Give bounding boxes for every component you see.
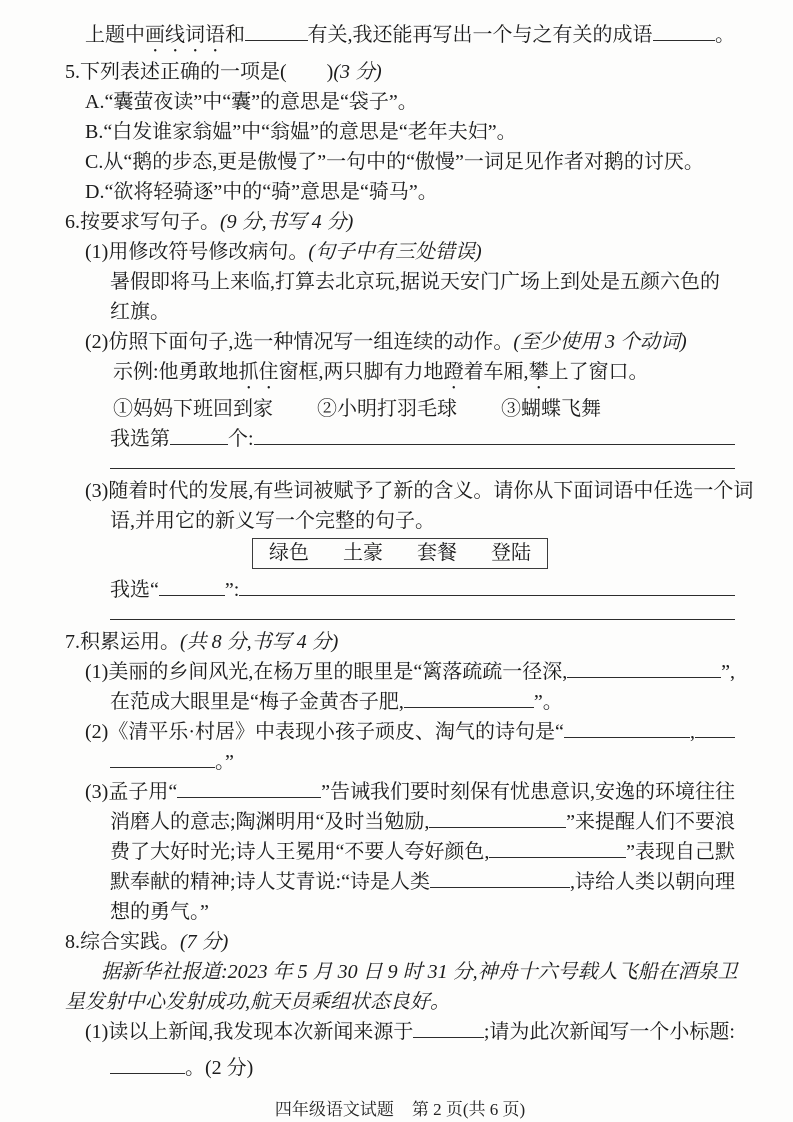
label-text: (3)随着时代的发展,有些词被赋予了新的含义。请你从下面词语中任选一个词 — [85, 480, 754, 502]
q5-option-c — [85, 147, 735, 177]
q7-part2-line1 — [85, 717, 735, 747]
choice-2: ②小明打羽毛球 — [317, 398, 457, 420]
example-end: 上了窗口。 — [548, 361, 649, 383]
word-box — [252, 538, 548, 569]
footer-paper-title: 四年级语文试题 — [274, 1100, 394, 1119]
q7-part2-line2-end: 。” — [215, 751, 234, 773]
word-option-2: 土豪 — [343, 542, 383, 564]
q6-score: (9 分,书写 4 分) — [220, 211, 354, 233]
q8-stem-text: 8.综合实践。 — [65, 931, 180, 953]
news-text: 据新华社报道:2023 年 5 月 30 日 9 时 31 分,神舟十六号载人飞船在酒泉卫 — [101, 961, 738, 983]
answer-blank — [567, 657, 721, 678]
q4-emphasized-words: 画线词语 — [145, 24, 225, 46]
q7-part1-line2 — [110, 687, 735, 717]
q7-part3-line1 — [85, 777, 735, 807]
example-verb-2: 蹬 — [443, 361, 464, 383]
q6-part1-sentence-line2 — [110, 297, 735, 327]
answer-blank — [159, 575, 225, 596]
option-b-text: B.“白发谁家翁媪”中“翁媪”的意思是“老年夫妇”。 — [85, 121, 517, 143]
answer-blank — [404, 687, 534, 708]
q5-stem-text: 5.下列表述正确的一项是( ) — [65, 61, 334, 83]
q6-part3-label-line1 — [85, 476, 754, 506]
answer-blank — [177, 777, 321, 798]
q7-part1-line1 — [85, 657, 735, 687]
q5-score: (3 分) — [333, 61, 382, 83]
q7-part3-line4 — [110, 867, 735, 897]
option-a-text: A.“囊萤夜读”中“囊”的意思是“袋子”。 — [85, 91, 418, 113]
q6-part2-choices — [113, 394, 735, 424]
q7-part1-line1-pre: (1)美丽的乡间风光,在杨万里的眼里是“篱落疏疏一径深, — [85, 661, 568, 683]
example-verb-1: 抓住 — [238, 361, 279, 383]
q6-part2-label — [85, 327, 735, 357]
q7-part3-line4-pre: 默奉献的精神;诗人艾青说:“诗是人类 — [110, 871, 430, 893]
question-4-tail-line — [85, 20, 735, 57]
q7-part1-line2-pre: 在范成大眼里是“梅子金黄杏子肥, — [110, 691, 404, 713]
q4-tail-after: 有关,我还能再写出一个与之有关的成语 — [307, 24, 653, 46]
q7-part3-line2-pre: 消磨人的意志;陶渊明用“及时当勉励, — [110, 811, 430, 833]
q7-part1-line2-end: ”。 — [533, 691, 563, 713]
answer-blank — [110, 747, 215, 768]
answer-line — [110, 619, 735, 620]
pick-pre: 我选“ — [110, 579, 159, 601]
q7-part3-line2-end: ”来提醒人们不要浪 — [566, 811, 735, 833]
q8-score: (7 分) — [180, 931, 229, 953]
q8-news-line2 — [65, 987, 735, 1017]
sentence-text: 红旗。 — [110, 301, 170, 323]
q6-part1-sentence-line1 — [110, 267, 735, 297]
q6-part2-label-text: (2)仿照下面句子,选一种情况写一组连续的动作。 — [85, 331, 514, 353]
question-6-stem — [65, 207, 735, 237]
answer-blank — [429, 807, 566, 828]
answer-blank — [170, 424, 228, 445]
word-option-4: 登陆 — [491, 542, 531, 564]
q7-part3-line3-end: ”表现自己默 — [626, 841, 735, 863]
q7-part2-line1-mid: , — [690, 721, 695, 743]
option-c-text: C.从“鹅的步态,更是傲慢了”一句中的“傲慢”一词足见作者对鹅的讨厌。 — [85, 151, 704, 173]
q4-tail-mid: 和 — [225, 24, 245, 46]
answer-blank — [110, 1053, 185, 1074]
q8-part1-line1-pre: (1)读以上新闻,我发现本次新闻来源于 — [85, 1021, 414, 1043]
sentence-text: 暑假即将马上来临,打算去北京玩,据说天安门广场上到处是五颜六色的 — [110, 271, 720, 293]
q6-part3-label-line2 — [110, 506, 735, 536]
pick-mid: ”: — [224, 579, 240, 601]
answer-blank — [564, 717, 690, 738]
answer-blank — [413, 1017, 484, 1038]
q5-option-a — [85, 87, 735, 117]
answer-blank — [489, 837, 626, 858]
news-text: 星发射中心发射成功,航天员乘组状态良好。 — [65, 991, 450, 1013]
question-7-stem — [65, 627, 735, 657]
option-d-text: D.“欲将轻骑逐”中的“骑”意思是“骑马”。 — [85, 181, 438, 203]
q7-score: (共 8 分,书写 4 分) — [180, 631, 339, 653]
answer-line — [110, 468, 735, 469]
q6-part1-label-text: (1)用修改符号修改病句。 — [85, 241, 309, 263]
q7-stem-text: 7.积累运用。 — [65, 631, 180, 653]
question-5-stem — [65, 57, 735, 87]
example-pre: 示例:他勇敢地 — [113, 361, 239, 383]
q8-part1-line2-end: 。(2 分) — [185, 1057, 254, 1079]
q5-option-d — [85, 177, 735, 207]
q8-news-line1 — [101, 957, 738, 987]
q6-part1-note: (句子中有三处错误) — [308, 241, 482, 263]
word-option-3: 套餐 — [417, 542, 457, 564]
q5-option-b — [85, 117, 735, 147]
word-box-line — [65, 538, 735, 569]
q7-part3-line5 — [110, 897, 735, 927]
q6-part2-note: (至少使用 3 个动词) — [513, 331, 687, 353]
answer-blank — [254, 424, 735, 445]
q8-part1-line1 — [85, 1017, 735, 1047]
q8-part1-line2 — [110, 1053, 735, 1083]
example-mid-2: 着车厢, — [463, 361, 529, 383]
answer-blank — [239, 575, 735, 596]
q8-part1-line1-end: ;请为此次新闻写一个小标题: — [483, 1021, 735, 1043]
example-verb-3: 攀 — [528, 361, 549, 383]
answer-blank — [430, 867, 570, 888]
answer-blank — [695, 717, 735, 738]
q7-part2-line1-pre: (2)《清平乐·村居》中表现小孩子顽皮、淘气的诗句是“ — [85, 721, 564, 743]
page-footer — [65, 1095, 735, 1122]
answer-blank — [245, 20, 308, 41]
q6-part2-pick-line — [110, 424, 735, 454]
footer-page-number: 第 2 页(共 6 页) — [411, 1100, 526, 1119]
q7-part3-line1-pre: (3)孟子用“ — [85, 781, 178, 803]
q6-part2-example — [113, 357, 735, 394]
q6-stem-text: 6.按要求写句子。 — [65, 211, 220, 233]
q4-tail-pre: 上题中 — [85, 24, 145, 46]
q7-part2-line2 — [110, 747, 735, 777]
word-option-1: 绿色 — [269, 542, 309, 564]
label-text: 语,并用它的新义写一个完整的句子。 — [110, 510, 435, 532]
answer-blank — [653, 20, 716, 41]
q7-part3-line2 — [110, 807, 735, 837]
example-mid-1: 窗框,两只脚有力地 — [278, 361, 444, 383]
choice-1: ①妈妈下班回到家 — [113, 398, 273, 420]
q6-part3-pick-line — [110, 575, 735, 605]
q4-tail-end: 。 — [715, 24, 735, 46]
q7-part3-line3-pre: 费了大好时光;诗人王冕用“不要人夸好颜色, — [110, 841, 490, 863]
pick-mid: 个: — [228, 428, 254, 450]
q7-part3-line1-end: ”告诫我们要时刻保有忧患意识,安逸的环境往往 — [321, 781, 735, 803]
q7-part3-line3 — [110, 837, 735, 867]
q7-part3-line4-end: ,诗给人类以朝向理 — [570, 871, 735, 893]
q6-part1-label — [85, 237, 735, 267]
line-text: 想的勇气。” — [110, 901, 209, 923]
q7-part1-line1-end: ”, — [721, 661, 735, 683]
question-8-stem — [65, 927, 735, 957]
choice-3: ③蝴蝶飞舞 — [501, 398, 601, 420]
pick-pre: 我选第 — [110, 428, 170, 450]
